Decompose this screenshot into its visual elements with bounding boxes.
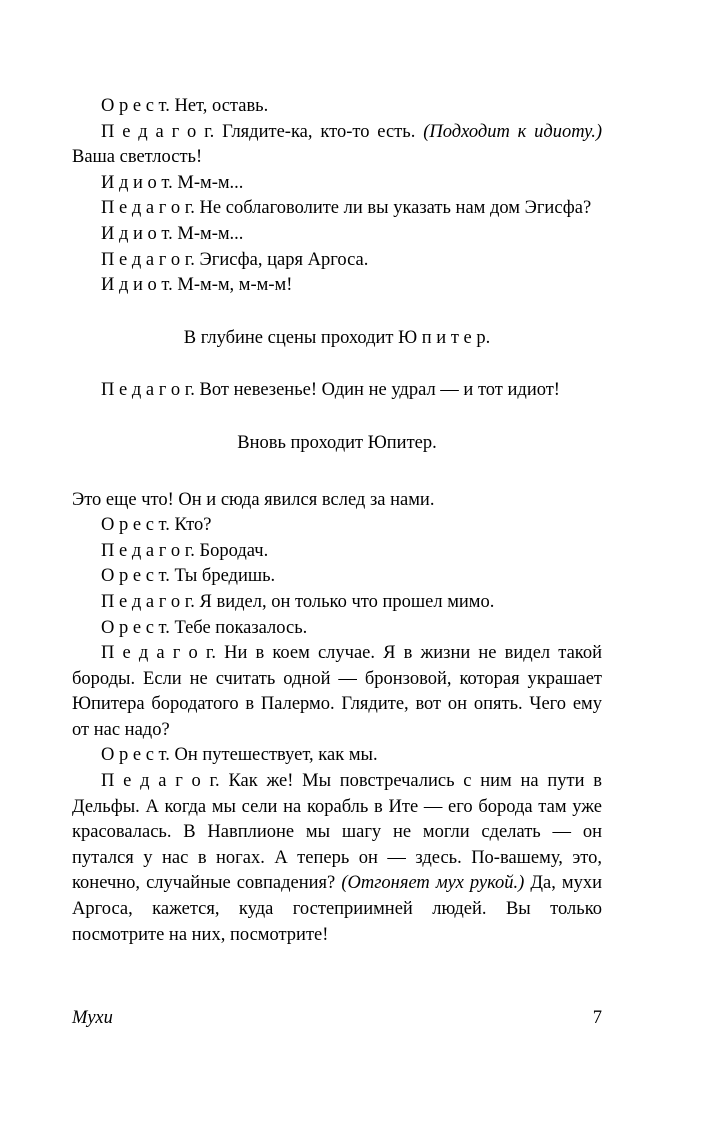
line-text: Ты бредишь.: [174, 566, 276, 587]
line-text: Он путешествует, как мы.: [174, 745, 378, 766]
speaker-name: И д и о т.: [101, 275, 173, 296]
line-text: Тебе показалось.: [174, 617, 308, 638]
speaker-name: П е д а г о г.: [101, 198, 195, 219]
speaker-name: О р е с т.: [101, 96, 170, 116]
dialogue-line: [72, 120, 602, 171]
dialogue-line: [72, 94, 602, 120]
dialogue-line: [72, 196, 602, 222]
line-text: Ни в коем случае. Я в жизни не видел такой бороды. Если не считать одной — бронзовой, которая украшает Юпитера бородатого в Палермо. Глядите, вот он опять. Чего ему от нас надо?: [72, 643, 602, 740]
speaker-name: П е д а г о г.: [101, 121, 215, 142]
speaker-name: П е д а г о г.: [101, 643, 216, 664]
dialogue-line: [72, 590, 602, 616]
dialogue-line: [72, 248, 602, 274]
page-number: 7: [592, 1008, 602, 1028]
line-text: Не соблаговолите ли вы указать нам дом Эгисфа?: [199, 198, 592, 219]
speaker-name: И д и о т.: [101, 172, 173, 193]
line-text: Я видел, он только что прошел мимо.: [199, 591, 495, 612]
stage-direction-text: Вновь проходит Юпитер.: [237, 432, 437, 453]
dialogue-line: [72, 171, 602, 197]
dialogue-line: [72, 769, 602, 948]
speaker-name: П е д а г о г.: [101, 540, 195, 561]
dialogue-line: [72, 222, 602, 248]
speaker-name: О р е с т.: [101, 515, 170, 536]
line-text: Глядите-ка, кто-то есть.: [222, 121, 416, 142]
line-text: Вот невезенье! Один не удрал — и тот идиот!: [199, 380, 560, 401]
line-text: Бородач.: [199, 540, 269, 561]
line-text: М-м-м...: [177, 223, 244, 244]
stage-direction: (Отгоняет мух рукой.): [341, 873, 525, 894]
line-text: Как же! Мы повстречались с ним на пути в Дельфы. А когда мы сели на корабль в Ите — его борода там уже красовалась. В Навплионе мы шагу не могли сделать — он путался у нас в ногах. А теперь он — здесь. По-вашему, это, конечно, случайные совпадения?: [72, 771, 602, 894]
dialogue-line: [72, 539, 602, 565]
speaker-name: П е д а г о г.: [101, 591, 195, 612]
running-title: Мухи: [72, 1008, 113, 1028]
stage-direction-text: В глубине сцены проходит: [183, 327, 394, 348]
line-text: Эгисфа, царя Аргоса.: [199, 249, 369, 270]
page-footer: [72, 1006, 602, 1031]
dialogue-continuation: [72, 488, 602, 514]
dialogue-line: [72, 743, 602, 769]
speaker-name: О р е с т.: [101, 745, 170, 766]
speaker-name: О р е с т.: [101, 566, 170, 587]
line-text: М-м-м, м-м-м!: [177, 275, 293, 296]
character-name: Ю п и т е р.: [398, 327, 491, 348]
line-text: М-м-м...: [177, 172, 244, 193]
line-text: Нет, оставь.: [174, 96, 269, 116]
speaker-name: П е д а г о г.: [101, 771, 220, 792]
dialogue-line: [72, 564, 602, 590]
dialogue-line: [72, 273, 602, 299]
stage-direction: (Подходит к идиоту.): [423, 121, 602, 142]
line-text: Ваша светлость!: [72, 147, 203, 168]
dialogue-line: [72, 513, 602, 539]
dialogue-line: [72, 616, 602, 642]
speaker-name: О р е с т.: [101, 617, 170, 638]
stage-direction-block: [72, 431, 602, 457]
speaker-name: П е д а г о г.: [101, 380, 195, 401]
dialogue-line: [72, 641, 602, 743]
speaker-name: П е д а г о г.: [101, 249, 195, 270]
line-text: Это еще что! Он и сюда явился вслед за нами.: [72, 489, 435, 510]
page-body: [72, 94, 602, 948]
speaker-name: И д и о т.: [101, 223, 173, 244]
dialogue-line: [72, 378, 602, 404]
line-text: Да, мухи Аргоса, кажется, куда гостеприимней людей. Вы только посмотрите на них, посмотрите!: [72, 873, 603, 945]
line-text: Кто?: [174, 515, 212, 536]
stage-direction-block: [72, 326, 602, 352]
